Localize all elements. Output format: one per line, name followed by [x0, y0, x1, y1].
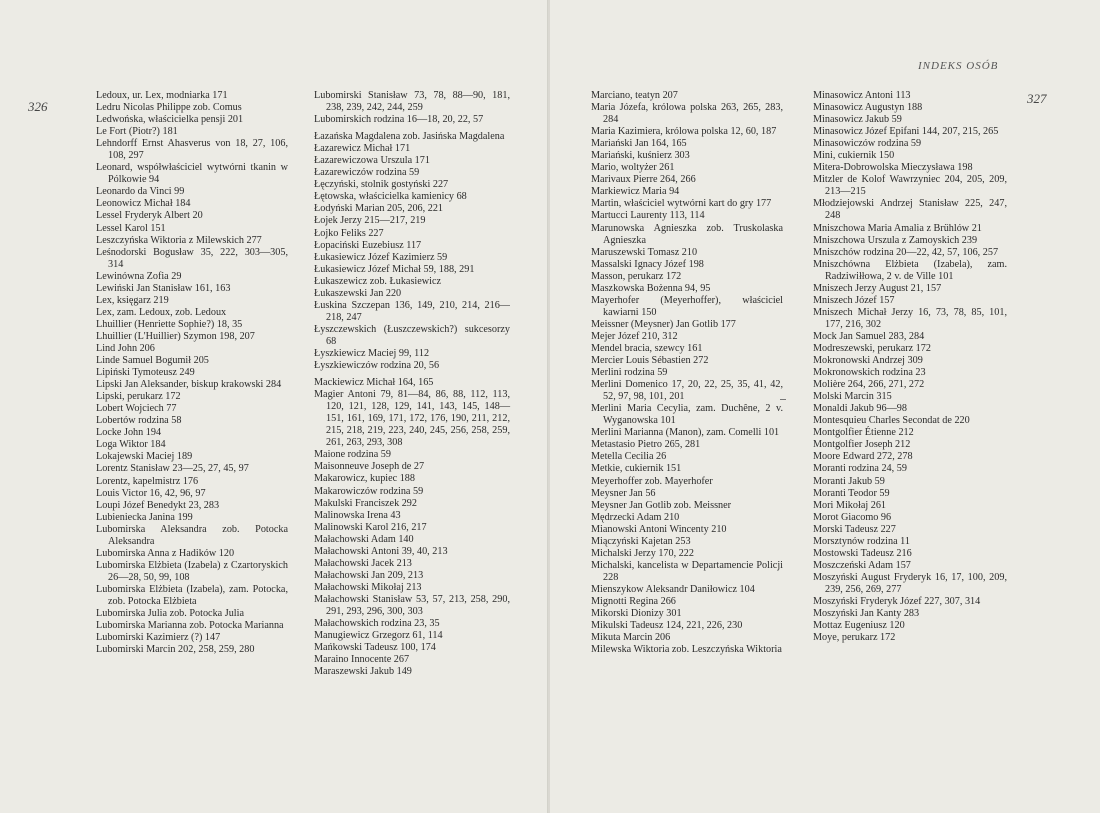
index-entry: Łukasiewicz Józef Kazimierz 59	[314, 251, 448, 263]
index-entry: Mniszech Michał Jerzy 16, 73, 78, 85, 101, 177, 216, 302	[813, 306, 1007, 330]
index-entry: Łodyński Marian 205, 206, 221	[314, 203, 444, 215]
index-entry: Marunowska Agnieszka zob. Truskolaska Agnieszka	[591, 222, 783, 246]
index-entry: Moranti Teodor 59	[813, 487, 890, 499]
index-entry: Mock Jan Samuel 283, 284	[813, 330, 925, 342]
index-entry: Markiewicz Maria 94	[591, 186, 680, 198]
index-entry: Małachowski Antoni 39, 40, 213	[314, 545, 448, 557]
index-column-right-2	[813, 90, 1007, 644]
index-entry: Lubieniecka Janina 199	[96, 511, 193, 523]
index-entry: Montesquieu Charles Secondat de 220	[813, 415, 970, 427]
index-entry: Mottaz Eugeniusz 120	[813, 620, 905, 632]
index-entry: Łukaszewski Jan 220	[314, 287, 402, 299]
index-entry: Lubomirski Stanisław 73, 78, 88—90, 181, 238, 239, 242, 244, 259	[314, 90, 510, 114]
index-column-right-1	[591, 90, 783, 656]
index-entry: Merlini Domenico 17, 20, 22, 25, 35, 41, 42, 52, 97, 98, 101, 201	[591, 379, 783, 403]
index-entry: Maraino Innocente 267	[314, 654, 410, 666]
index-entry: Meysner Jan 56	[591, 487, 656, 499]
index-entry: Lubomirski Marcin 202, 258, 259, 280	[96, 644, 255, 656]
index-entry: Lessel Karol 151	[96, 222, 166, 234]
index-entry: Mokronowskich rodzina 23	[813, 367, 926, 379]
index-entry: Leonard, współwłaściciel wytwórni tkanin w Pólkowie 94	[96, 162, 288, 186]
index-entry: Mniszchowa Urszula z Zamoyskich 239	[813, 234, 978, 246]
index-entry: Mniszchów rodzina 20—22, 42, 57, 106, 257	[813, 246, 999, 258]
index-entry: Malinowski Karol 216, 217	[314, 521, 427, 533]
index-entry: Lewiński Jan Stanisław 161, 163	[96, 282, 231, 294]
index-entry: Łętowska, właścicielka kamienicy 68	[314, 191, 467, 203]
index-entry: Małachowski Adam 140	[314, 533, 414, 545]
index-entry: Mercier Louis Sébastien 272	[591, 355, 709, 367]
index-entry: Mniszchówna Elżbieta (Izabela), zam. Radziwiłłowa, 2 v. de Ville 101	[813, 258, 1007, 282]
index-entry: Modreszewski, perukarz 172	[813, 342, 931, 354]
index-entry: Lex, zam. Ledoux, zob. Ledoux	[96, 306, 227, 318]
index-entry: Morot Giacomo 96	[813, 511, 892, 523]
index-entry: Merlini Marianna (Manon), zam. Comelli 101	[591, 427, 780, 439]
index-entry: Merlini Maria Cecylia, zam. Duchêne, 2 v. Wyganowska 101	[591, 403, 783, 427]
index-entry: Metella Cecilia 26	[591, 451, 667, 463]
index-entry: Łojek Jerzy 215—217, 219	[314, 215, 426, 227]
index-entry: Małachowski Mikołaj 213	[314, 581, 422, 593]
page-number-right: 327	[1027, 91, 1047, 106]
index-entry: Mignotti Regina 266	[591, 595, 676, 607]
index-entry: Lubomirska Aleksandra zob. Potocka Aleksandra	[96, 523, 288, 547]
index-entry: Lubomirska Elżbieta (Izabela) z Czartoryskich 26—28, 50, 99, 108	[96, 559, 288, 583]
index-entry: Mańkowski Tadeusz 100, 174	[314, 642, 436, 654]
index-entry: Maraszewski Jakub 149	[314, 666, 412, 678]
index-entry: Makarowicz, kupiec 188	[314, 473, 415, 485]
index-entry: Łojko Feliks 227	[314, 227, 384, 239]
index-entry: Lehndorff Ernst Ahasverus von 18, 27, 106, 108, 297	[96, 138, 288, 162]
index-entry: Mikorski Dionizy 301	[591, 608, 682, 620]
index-entry: Molière 264, 266, 271, 272	[813, 379, 925, 391]
index-column-left-2	[314, 90, 510, 678]
index-entry: Mori Mikołaj 261	[813, 499, 887, 511]
index-entry: Meysner Jan Gotlib zob. Meissner	[591, 499, 732, 511]
index-entry: Louis Victor 16, 42, 96, 97	[96, 487, 206, 499]
index-entry: Meyerhoffer zob. Mayerhofer	[591, 475, 713, 487]
index-entry: Lobert Wojciech 77	[96, 403, 177, 415]
index-entry: Moranti Jakub 59	[813, 475, 885, 487]
index-entry: Lobertów rodzina 58	[96, 415, 182, 427]
index-entry: Mokronowski Andrzej 309	[813, 355, 923, 367]
index-entry: Mayerhofer (Meyerhoffer), właściciel kawiarni 150	[591, 294, 783, 318]
index-entry: Lorentz, kapelmistrz 176	[96, 475, 199, 487]
index-entry: Moszyński August Fryderyk 16, 17, 100, 209, 239, 256, 269, 277	[813, 571, 1007, 595]
index-entry: Młodziejowski Andrzej Stanisław 225, 247, 248	[813, 198, 1007, 222]
index-column-left-1	[96, 90, 288, 656]
index-entry: Lubomirski Kazimierz (?) 147	[96, 632, 221, 644]
index-entry: Moszyński Fryderyk Józef 227, 307, 314	[813, 595, 981, 607]
index-entry: Leonowicz Michał 184	[96, 198, 191, 210]
index-entry: Moore Edward 272, 278	[813, 451, 913, 463]
right-page	[550, 0, 1100, 813]
index-entry: Mario, woltyżer 261	[591, 162, 675, 174]
index-entry: Lipski, perukarz 172	[96, 391, 181, 403]
index-entry: Łuskina Szczepan 136, 149, 210, 214, 216—218, 247	[314, 299, 510, 323]
index-entry: Malinowska Irena 43	[314, 509, 401, 521]
index-entry: Maria Józefa, królowa polska 263, 265, 283, 284	[591, 102, 783, 126]
index-entry: Lubomirska Julia zob. Potocka Julia	[96, 608, 244, 620]
index-entry: Metkie, cukiernik 151	[591, 463, 682, 475]
index-entry: Maisonneuve Joseph de 27	[314, 461, 425, 473]
index-entry: Łyszczewskich (Łuszczewskich?) sukcesorzy 68	[314, 323, 510, 347]
index-entry: Linde Samuel Bogumił 205	[96, 355, 209, 367]
index-entry: Lubomirskich rodzina 16—18, 20, 22, 57	[314, 114, 484, 126]
index-entry: Łęczyński, stolnik gostyński 227	[314, 179, 449, 191]
index-entry: Małachowskich rodzina 23, 35	[314, 618, 440, 630]
index-entry: Mariański, kuśnierz 303	[591, 150, 690, 162]
index-entry: Loupi Józef Benedykt 23, 283	[96, 499, 220, 511]
index-entry: Minasowiczów rodzina 59	[813, 138, 922, 150]
index-entry: Łyszkiewiczów rodzina 20, 56	[314, 360, 440, 372]
index-entry: Lokajewski Maciej 189	[96, 451, 193, 463]
index-entry: Massalski Ignacy Józef 198	[591, 258, 704, 270]
index-entry: Moszyński Jan Kanty 283	[813, 608, 920, 620]
index-entry: Mianowski Antoni Wincenty 210	[591, 523, 727, 535]
index-entry: Lipiński Tymoteusz 249	[96, 367, 195, 379]
index-entry: Leszczyńska Wiktoria z Milewskich 277	[96, 234, 262, 246]
index-entry: Ledru Nicolas Philippe zob. Comus	[96, 102, 242, 114]
index-entry: Michalski Jerzy 170, 222	[591, 547, 694, 559]
index-entry: Milewska Wiktoria zob. Leszczyńska Wiktoria	[591, 644, 782, 656]
index-entry: Merlini rodzina 59	[591, 367, 668, 379]
index-entry: Masson, perukarz 172	[591, 270, 682, 282]
index-entry: Lubomirska Elżbieta (Izabela), zam. Potocka, zob. Potocka Elżbieta	[96, 583, 288, 607]
index-entry: Mitera-Dobrowolska Mieczysława 198	[813, 162, 973, 174]
index-entry: Magier Antoni 79, 81—84, 86, 88, 112, 113, 120, 121, 128, 129, 141, 143, 145, 148—151, 161, 169, 171, 172, 176, 190, 211, 212, 215, 218, 219, 223, 240, 245, 256, 258, 259, 261, 263, 293, 308	[314, 389, 510, 449]
index-entry: Lhuillier (Henriette Sophie?) 18, 35	[96, 318, 243, 330]
index-entry: Lipski Jan Aleksander, biskup krakowski 284	[96, 379, 282, 391]
index-entry: Marivaux Pierre 264, 266	[591, 174, 696, 186]
index-entry: Mniszchowa Maria Amalia z Brühlów 21	[813, 222, 982, 234]
index-entry: Maruszewski Tomasz 210	[591, 246, 698, 258]
index-entry: Łopaciński Euzebiusz 117	[314, 239, 422, 251]
index-entry: Łukasiewicz Józef Michał 59, 188, 291	[314, 263, 475, 275]
index-entry: Metastasio Pietro 265, 281	[591, 439, 701, 451]
pencil-mark	[780, 399, 786, 400]
running-header: INDEKS OSÓB	[918, 60, 999, 72]
index-entry: Mikuta Marcin 206	[591, 632, 671, 644]
index-entry: Łazarewiczowa Urszula 171	[314, 155, 430, 167]
index-entry: Mitzler de Kolof Wawrzyniec 204, 205, 209, 213—215	[813, 174, 1007, 198]
index-entry: Leśnodorski Bogusław 35, 222, 303—305, 314	[96, 246, 288, 270]
index-entry: Lind John 206	[96, 342, 155, 354]
index-entry: Maria Kazimiera, królowa polska 12, 60, 187	[591, 126, 777, 138]
index-entry: Łyszkiewicz Maciej 99, 112	[314, 347, 430, 359]
index-entry: Małachowski Stanisław 53, 57, 213, 258, 290, 291, 293, 296, 300, 303	[314, 593, 510, 617]
index-entry: Lessel Fryderyk Albert 20	[96, 210, 203, 222]
index-entry: Monaldi Jakub 96—98	[813, 403, 907, 415]
index-entry: Martucci Laurenty 113, 114	[591, 210, 705, 222]
index-entry: Małachowski Jacek 213	[314, 557, 412, 569]
index-entry: Mniszech Józef 157	[813, 294, 895, 306]
index-entry: Łazarewicz Michał 171	[314, 143, 411, 155]
index-entry: Mejer Józef 210, 312	[591, 330, 678, 342]
index-entry: Moranti rodzina 24, 59	[813, 463, 907, 475]
index-entry: Minasowicz Antoni 113	[813, 90, 911, 101]
index-entry: Moszczeński Adam 157	[813, 559, 911, 571]
index-entry: Maszkowska Bożenna 94, 95	[591, 282, 711, 294]
index-entry: Lorentz Stanisław 23—25, 27, 45, 97	[96, 463, 249, 475]
index-entry: Mostowski Tadeusz 216	[813, 547, 912, 559]
index-entry: Maione rodzina 59	[314, 449, 391, 461]
index-entry: Mendel bracia, szewcy 161	[591, 342, 703, 354]
index-entry: Lubomirska Marianna zob. Potocka Marianna	[96, 620, 284, 632]
index-entry: Minasowicz Augustyn 188	[813, 102, 923, 114]
index-entry: Mikulski Tadeusz 124, 221, 226, 230	[591, 620, 743, 632]
index-entry: Mienszykow Aleksandr Daniłowicz 104	[591, 583, 755, 595]
index-entry: Manugiewicz Grzegorz 61, 114	[314, 630, 443, 642]
index-entry: Moye, perukarz 172	[813, 632, 896, 644]
index-entry: Miączyński Kajetan 253	[591, 535, 691, 547]
index-entry: Montgolfier Joseph 212	[813, 439, 911, 451]
index-entry: Montgolfier Étienne 212	[813, 427, 914, 439]
index-entry: Mniszech Jerzy August 21, 157	[813, 282, 942, 294]
index-entry: Lhuillier (L'Huillier) Szymon 198, 207	[96, 330, 255, 342]
index-entry: Michalski, kancelista w Departamencie Policji 228	[591, 559, 783, 583]
index-entry: Leonardo da Vinci 99	[96, 186, 185, 198]
index-entry: Łukaszewicz zob. Łukasiewicz	[314, 275, 442, 287]
index-entry: Ledoux, ur. Lex, modniarka 171	[96, 90, 228, 101]
page-number-left: 326	[28, 99, 48, 114]
index-entry: Morski Tadeusz 227	[813, 523, 896, 535]
index-entry: Łazańska Magdalena zob. Jasińska Magdalena	[314, 131, 505, 143]
index-entry: Mackiewicz Michał 164, 165	[314, 377, 434, 389]
left-page	[0, 0, 549, 813]
index-entry: Mini, cukiernik 150	[813, 150, 895, 162]
index-entry: Le Fort (Piotr?) 181	[96, 126, 178, 138]
index-entry: Lubomirska Anna z Hadików 120	[96, 547, 235, 559]
index-entry: Małachowski Jan 209, 213	[314, 569, 424, 581]
index-entry: Makarowiczów rodzina 59	[314, 485, 424, 497]
index-entry: Meissner (Meysner) Jan Gotlib 177	[591, 318, 736, 330]
index-entry: Loga Wiktor 184	[96, 439, 166, 451]
index-entry: Mędrzecki Adam 210	[591, 511, 680, 523]
index-entry: Martin, właściciel wytwórni kart do gry 177	[591, 198, 772, 210]
index-entry: Locke John 194	[96, 427, 162, 439]
index-entry: Mariański Jan 164, 165	[591, 138, 687, 150]
index-entry: Łazarewiczów rodzina 59	[314, 167, 420, 179]
index-entry: Minasowicz Jakub 59	[813, 114, 902, 126]
index-entry: Makulski Franciszek 292	[314, 497, 417, 509]
index-entry: Ledwońska, właścicielka pensji 201	[96, 114, 244, 126]
index-entry: Minasowicz Józef Epifani 144, 207, 215, 265	[813, 126, 999, 138]
index-entry: Lewinówna Zofia 29	[96, 270, 182, 282]
index-entry: Molski Marcin 315	[813, 391, 892, 403]
index-entry: Morsztynów rodzina 11	[813, 535, 910, 547]
index-entry: Marciano, teatyn 207	[591, 90, 678, 101]
index-entry: Lex, księgarz 219	[96, 294, 169, 306]
